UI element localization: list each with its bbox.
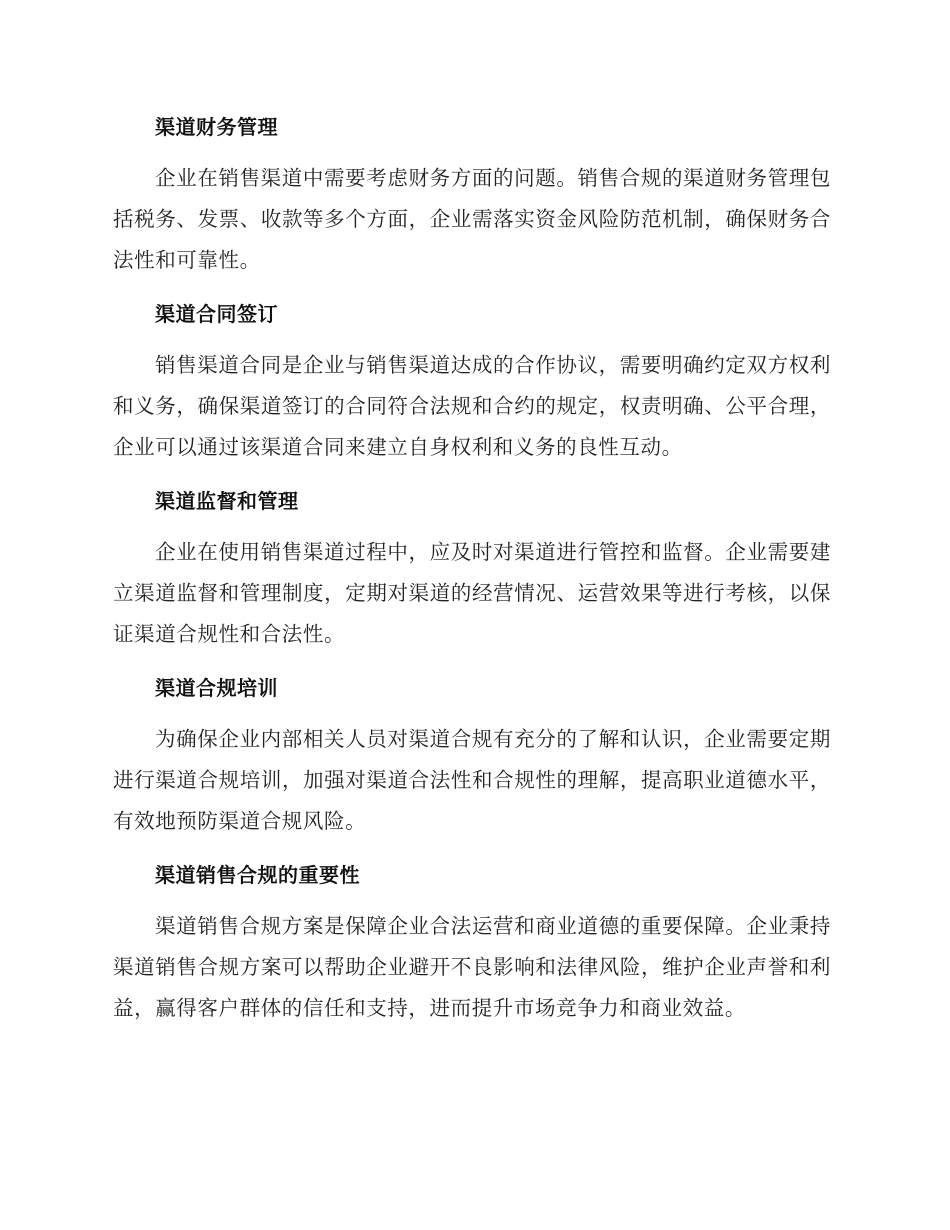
section-paragraph: 销售渠道合同是企业与销售渠道达成的合作协议，需要明确约定双方权利和义务，确保渠道签订的合同符合法规和合约的规定，权责明确、公平合理，企业可以通过该渠道合同来建立自身权利和义务的良性互动。	[113, 353, 831, 459]
section-heading: 渠道合同签订	[155, 302, 278, 326]
section-heading: 渠道财务管理	[155, 115, 278, 139]
section-paragraph: 企业在销售渠道中需要考虑财务方面的问题。销售合规的渠道财务管理包括税务、发票、收款等多个方面，企业需落实资金风险防范机制，确保财务合法性和可靠性。	[113, 166, 831, 272]
section-importance	[113, 856, 831, 1029]
section-heading: 渠道销售合规的重要性	[155, 863, 360, 887]
section-training	[113, 669, 831, 842]
section-finance	[113, 108, 831, 281]
section-paragraph: 渠道销售合规方案是保障企业合法运营和商业道德的重要保障。企业秉持渠道销售合规方案可以帮助企业避开不良影响和法律风险，维护企业声誉和利益，赢得客户群体的信任和支持，进而提升市场竞争力和商业效益。	[113, 914, 831, 1020]
section-heading: 渠道监督和管理	[155, 489, 299, 513]
section-paragraph: 为确保企业内部相关人员对渠道合规有充分的了解和认识，企业需要定期进行渠道合规培训，加强对渠道合法性和合规性的理解，提高职业道德水平，有效地预防渠道合规风险。	[113, 727, 831, 833]
section-supervision	[113, 482, 831, 655]
document-body	[113, 108, 831, 1043]
section-paragraph: 企业在使用销售渠道过程中，应及时对渠道进行管控和监督。企业需要建立渠道监督和管理制度，定期对渠道的经营情况、运营效果等进行考核，以保证渠道合规性和合法性。	[113, 540, 831, 646]
section-heading: 渠道合规培训	[155, 676, 278, 700]
section-contract	[113, 295, 831, 468]
